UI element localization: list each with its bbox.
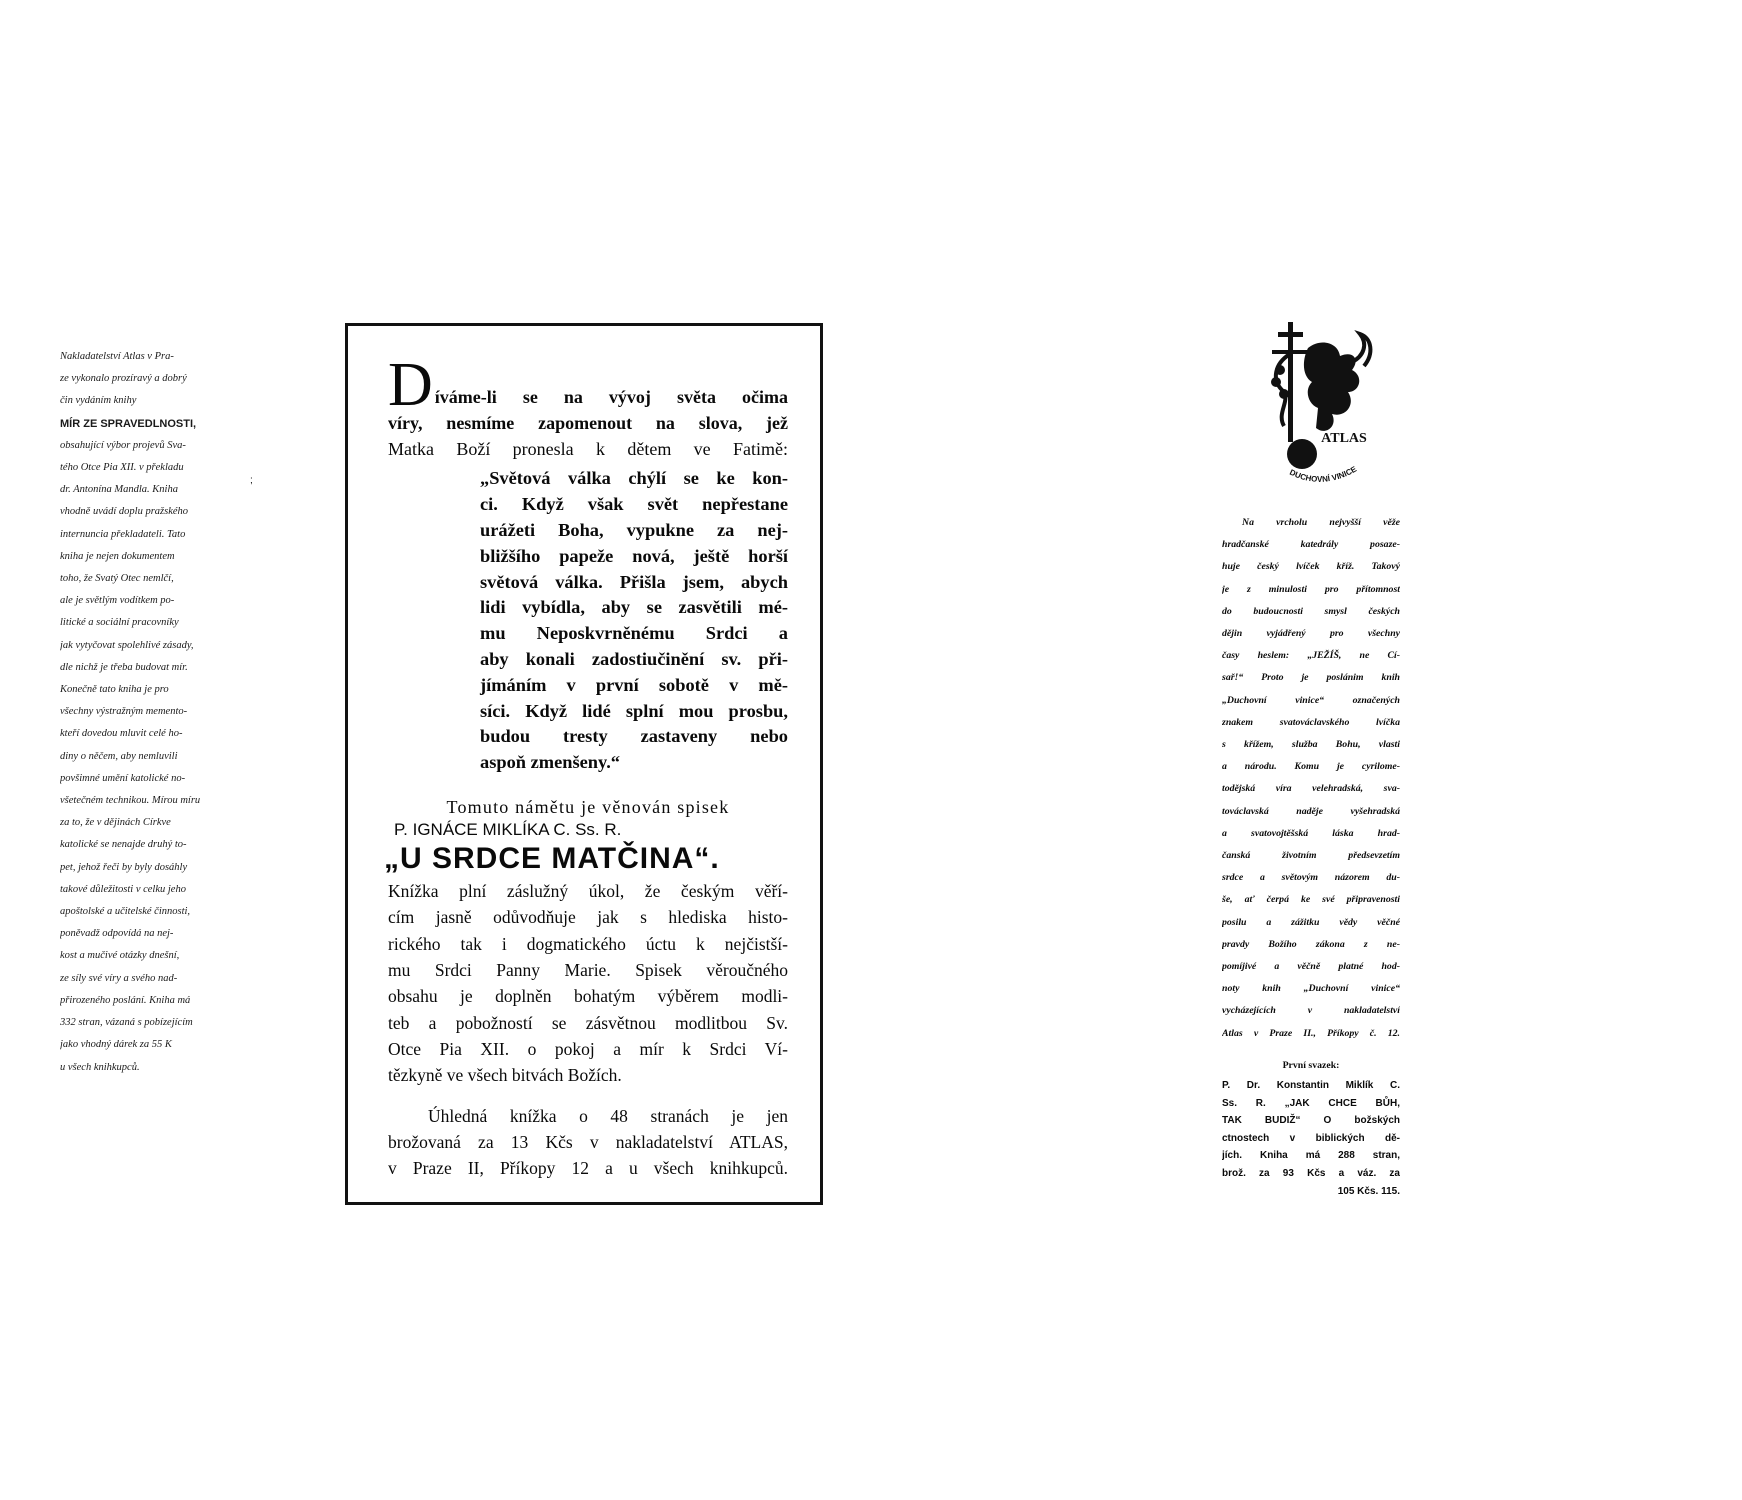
text-line: a národu. Komu je cyrilome- [1222, 761, 1400, 773]
text-line: 332 stran, vázaná s pobízejícím [60, 1017, 193, 1029]
text-line: přirozeného poslání. Kniha má [60, 994, 191, 1006]
text-line: čin vydáním knihy [60, 395, 137, 407]
text-line: hradčanské katedrály posaze- [1222, 539, 1400, 551]
cross-bar [1272, 350, 1308, 354]
text-line: a svatovojtěšská láska hrad- [1222, 827, 1400, 839]
text-line: u všech knihkupců. [60, 1061, 140, 1073]
quote-line: aby konali zadostiučinění sv. při- [480, 648, 788, 669]
quote-line: ci. Když však svět nepřestane [480, 494, 788, 515]
quote-line: urážeti Boha, vypukne za nej- [480, 520, 788, 540]
description-line: obsahu je doplněn bohatým výběrem modli- [388, 986, 788, 1007]
description-line: Otce Pia XII. o pokoj a mír k Srdci Ví- [388, 1038, 788, 1059]
quote-line: budou tresty zastaveny nebo [480, 726, 788, 747]
quote-line: síci. Když lidé splní mou prosbu, [480, 700, 788, 721]
atlas-duchovni-vinice-logo [1268, 320, 1380, 500]
text-line: tého Otce Pia XII. v překladu [60, 462, 184, 474]
book-line: P. Dr. Konstantin Miklík C. [1222, 1080, 1400, 1092]
text-line: kost a mučivé otázky dnešní, [60, 950, 180, 962]
text-line: ale je světlým vodítkem po- [60, 595, 175, 607]
text-line: Konečně tato kniha je pro [60, 684, 169, 696]
text-line: všetečném technikou. Mírou míru [60, 795, 201, 807]
text-line: do budoucnosti smysl českých [1222, 605, 1400, 617]
text-line: todějská víra velehradská, sva- [1222, 783, 1400, 795]
text-line: pet, jehož řeči by byly dosáhly [60, 861, 188, 873]
quote-line: bližšího papeže nová, ještě horší [480, 545, 788, 566]
left-review-column [60, 346, 228, 1079]
book-line: jích. Kniha má 288 stran, [1222, 1150, 1400, 1162]
cross-stem [1288, 322, 1293, 442]
text-line: pomíjivé a věčně platné hod- [1222, 961, 1400, 973]
book-line: ctnostech v biblických dě- [1222, 1132, 1400, 1144]
text-line: apoštolské a učitelské činnosti, [60, 906, 191, 918]
opening-line [388, 351, 788, 419]
book-line: brož. za 93 Kčs a váz. za [1222, 1168, 1400, 1180]
text-line: dr. Antonína Mandla. Kniha [60, 484, 178, 496]
text-line: toho, že Svatý Otec nemlčí, [60, 573, 174, 585]
text-line: internuncia překladateli. Tato [60, 528, 186, 540]
book-line: TAK BUDIŽ“ O božských [1222, 1115, 1400, 1127]
cross-bar [1278, 332, 1303, 337]
text-line: katolické se nenajde druhý to- [60, 839, 187, 851]
description-line: teb a pobožností se zásvětnou modlitbou Sv. [388, 1012, 788, 1033]
grape-icon [1271, 377, 1281, 387]
description-line: cím jasně odůvodňuje jak s hlediska histo- [388, 907, 788, 928]
text-line: posilu a zážitku vědy věčné [1222, 916, 1400, 928]
text-line: za to, že v dějinách Církve [60, 817, 171, 829]
text-line: poněvadž odpovídá na nej- [60, 928, 174, 940]
text-line: všechny výstražným memento- [60, 706, 188, 718]
text-line: čanská životním předsevzetím [1222, 850, 1400, 862]
quote-line: „Světová válka chýlí se ke kon- [480, 468, 788, 489]
intro-line: Matka Boží pronesla k dětem ve Fatimě: [388, 439, 788, 460]
price-line: Úhledná knížka o 48 stranách je jen [428, 1105, 788, 1126]
first-volume-heading: První svazek: [1282, 1059, 1340, 1071]
text-line: povšimné umění katolické no- [60, 772, 186, 784]
text-line: jak vytyčovat spolehlivé zásady, [60, 639, 194, 651]
advertisement-body [384, 351, 788, 1181]
opening-text: íváme-li se na vývoj světa očima [434, 387, 788, 407]
text-line: ze síly své víry a svého nad- [60, 972, 178, 984]
lion-icon [1304, 342, 1359, 430]
globe-icon [1287, 439, 1317, 469]
description-line: Knížka plní záslužný úkol, že českým věří- [388, 881, 788, 902]
book-title-line: MÍR ZE SPRAVEDLNOSTI, [60, 417, 197, 430]
price-line: 105 Kčs. 115. [1337, 1185, 1400, 1197]
text-line: pravdy Božího zákona z ne- [1222, 938, 1400, 950]
price-line: brožovaná za 13 Kčs v nakladatelství ATLAS, [388, 1131, 788, 1152]
text-line: vycházejících v nakladatelství [1222, 1005, 1400, 1017]
text-line: znakem svatováclavského lvíčka [1222, 716, 1400, 728]
price-line: v Praze II, Příkopy 12 a u všech knihkupců. [388, 1158, 788, 1179]
intro-line: víry, nesmíme zapomenout na slova, jež [388, 413, 788, 433]
description-line: tězkyně ve všech bitvách Božích. [388, 1065, 622, 1086]
description-line: mu Srdci Panny Marie. Spisek věroučného [388, 960, 788, 981]
book-description [388, 878, 788, 1088]
text-line: továclavská naděje vyšehradská [1222, 805, 1400, 817]
text-line: ze vykonalo prozíravý a dobrý [60, 373, 187, 385]
text-line: takové důležitosti v celku jeho [60, 883, 186, 895]
text-line: kniha je nejen dokumentem [60, 550, 175, 562]
text-line: Atlas v Praze II., Příkopy č. 12. [1222, 1027, 1400, 1039]
text-line: srdce a světovým názorem du- [1222, 872, 1400, 884]
book-line: Ss. R. „JAK CHCE BŮH, [1222, 1097, 1400, 1109]
price-info [388, 1103, 788, 1182]
text-line: „Duchovní vinice“ označených [1222, 694, 1400, 706]
brand-name: ATLAS [1321, 431, 1367, 446]
text-line: je z minulosti pro přítomnost [1222, 583, 1400, 595]
lion-tail-icon [1352, 334, 1370, 366]
book-title: „U SRDCE MATČINA“. [384, 842, 720, 876]
text-line: sař!“ Proto je poslánim knih [1222, 672, 1400, 684]
quote-line: aspoň zmenšeny.“ [480, 752, 620, 773]
logo-arc-text: DUCHOVNÍ VINICE [1288, 464, 1359, 484]
right-column [1222, 512, 1400, 1200]
quote-line: světová válka. Přišla jsem, abych [480, 571, 788, 592]
stray-mark: ; [250, 475, 253, 486]
grape-icon [1279, 389, 1289, 399]
text-line: Nakladatelství Atlas v Pra- [60, 351, 174, 362]
text-line: časy heslem: „JEŽÍŠ, ne Cí- [1222, 650, 1400, 662]
text-line: diny o něčem, aby nemluvili [60, 750, 178, 762]
dedication-line: Tomuto námětu je věnován spisek [446, 796, 730, 817]
quote-line: jímáním v první sobotě v mě- [480, 674, 788, 695]
text-line: jako vhodný dárek za 55 K [60, 1039, 172, 1051]
advertisement-box [345, 323, 823, 1205]
author-line: P. IGNÁCE MIKLÍKA C. Ss. R. [394, 820, 622, 840]
description-line: rického tak i dogmatického úctu k nejčistší- [388, 933, 788, 954]
quote-line: mu Neposkvrněnému Srdci a [480, 623, 788, 644]
text-line: Na vrcholu nejvyšší věže [1242, 517, 1400, 528]
text-line: litické a sociální pracovníky [60, 617, 179, 629]
text-line: s křížem, služba Bohu, vlasti [1222, 739, 1400, 751]
text-line: dle nichž je třeba budovat mír. [60, 661, 188, 673]
text-line: dějin vyjádřený pro všechny [1222, 628, 1400, 640]
grape-icon [1275, 365, 1285, 375]
text-line: noty knih „Duchovní vinice“ [1222, 983, 1400, 995]
text-line: vhodně uvádí doplu pražského [60, 506, 189, 518]
drop-cap: D [388, 351, 433, 419]
text-line: huje český lvíček kříž. Takový [1222, 561, 1400, 573]
text-line: obsahující výbor projevů Sva- [60, 439, 186, 451]
text-line: še, ať čerpá ke své připravenosti [1222, 894, 1400, 906]
text-line: kteří dovedou mluvit celé ho- [60, 728, 183, 740]
fatima-quote [480, 466, 788, 776]
quote-line: lidi vybídla, aby se zasvětili mé- [480, 597, 788, 618]
